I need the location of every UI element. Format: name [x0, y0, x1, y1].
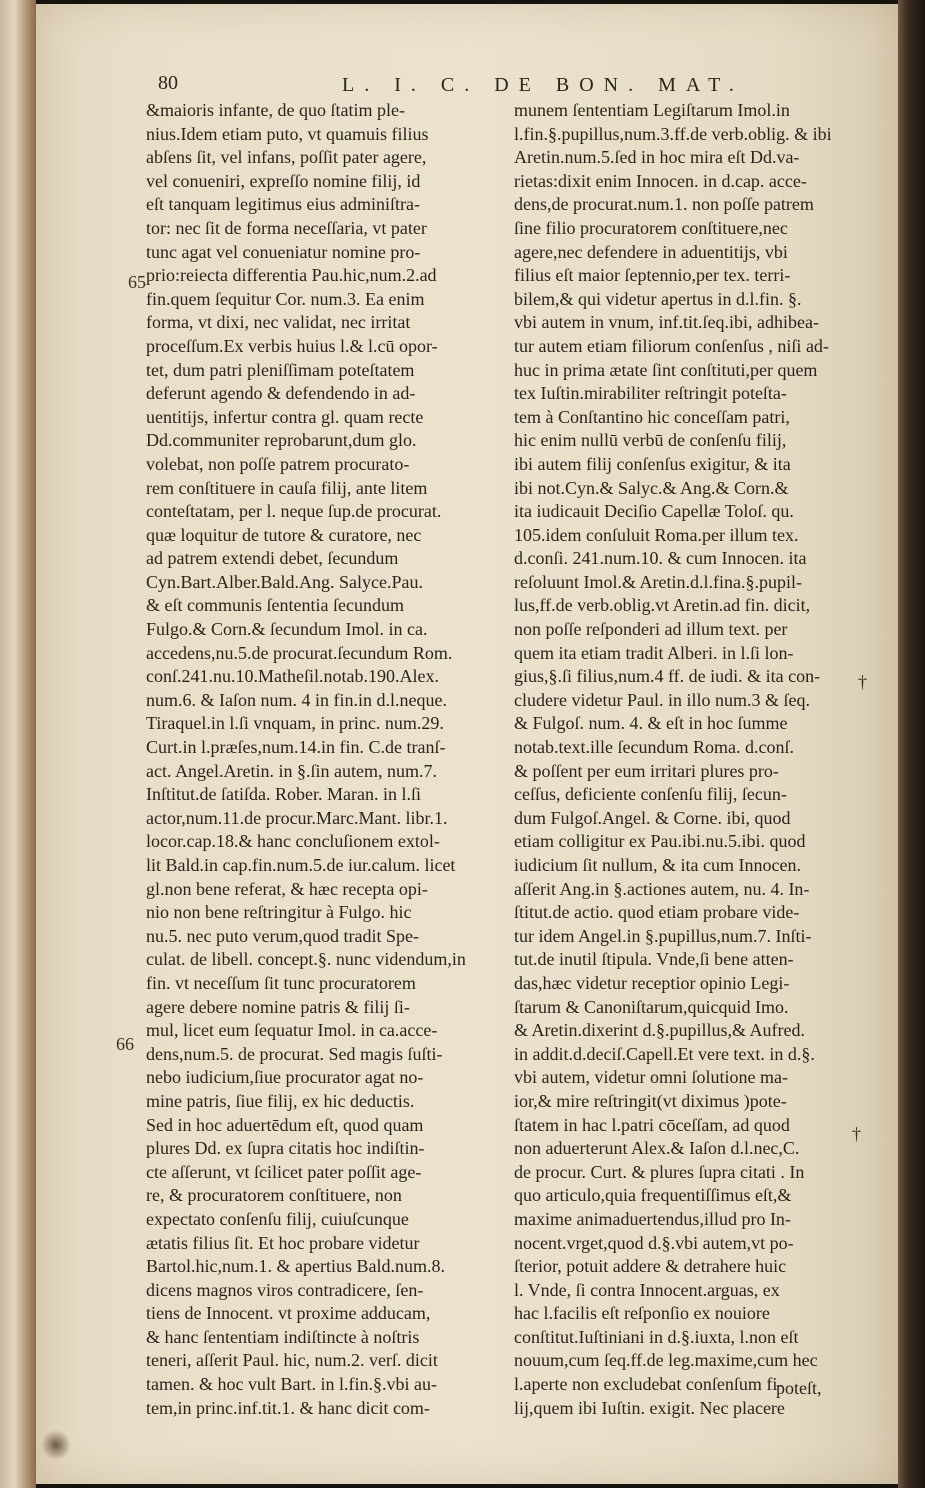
left-text-column: [146, 99, 496, 1420]
text-line: iudicium ſit nullum, & ita cum Innocen.: [514, 855, 801, 875]
text-line: l.fin.§.pupillus,num.3.ff.de verb.oblig. & ibi: [514, 123, 832, 144]
text-line: rietas:dixit enim Innocen. in d.cap. acce-: [514, 170, 807, 191]
text-line: re, & procuratorem conſtituere, non: [146, 1185, 402, 1206]
margin-cross-2: †: [852, 1124, 861, 1144]
text-line: ita iudicauit Deciſio Capellæ Toloſ. qu.: [514, 501, 794, 522]
text-line: tur idem Angel.in §.pupillus,num.7. Inſti-: [514, 925, 812, 946]
margin-note-65: 65: [128, 272, 146, 292]
text-line: ætatis filius ſit. Et hoc probare videtur: [146, 1232, 420, 1253]
text-line: gl.non bene referat, & hæc recepta opi-: [146, 878, 428, 899]
margin-cross-1: †: [858, 672, 867, 692]
text-line: Dd.communiter reprobarunt,dum glo.: [146, 430, 417, 451]
text-line: lit Bald.in cap.fin.num.5.de iur.calum. licet: [146, 855, 456, 875]
text-line: cludere videtur Paul. in illo num.3 & ſeq.: [514, 689, 810, 710]
text-line: conſtitut.Iuſtiniani in d.§.iuxta, l.non eſt: [514, 1326, 799, 1347]
text-line: locor.cap.18.& hanc concluſionem extol-: [146, 831, 440, 852]
text-line: culat. de libell. concept.§. nunc videndum,in: [146, 949, 466, 970]
text-line: plures Dd. ex ſupra citatis hoc indiſtin-: [146, 1138, 425, 1159]
text-line: num.6. & Iaſon num. 4 in fin.in d.l.neque.: [146, 689, 447, 710]
text-line: fin. vt neceſſum ſit tunc procuratorem: [146, 972, 416, 993]
text-line: reſoluunt Imol.& Aretin.d.l.fina.§.pupil-: [514, 571, 802, 592]
text-line: huc in prima ætate ſint conſtituti,per quem: [514, 359, 818, 380]
page-header: [158, 72, 744, 100]
text-line: vel conueniri, expreſſo nomine filij, id: [146, 170, 421, 191]
text-line: nocent.vrget,quod d.§.vbi autem,vt po-: [514, 1232, 794, 1253]
text-line: hic enim nullū verbū de conſenſu filij,: [514, 430, 787, 451]
text-line: dicens magnos viros contradicere, ſen-: [146, 1279, 424, 1300]
text-line: actor,num.11.de procur.Marc.Mant. libr.1.: [146, 807, 448, 828]
text-line: ibi autem filij conſenſus exigitur, & ita: [514, 453, 791, 474]
ink-stain: [36, 1430, 76, 1460]
text-line: agere debere nomine patris & filij ſi-: [146, 996, 410, 1017]
text-line: tiens de Innocent. vt proxime adducam,: [146, 1303, 431, 1324]
text-line: filius eſt maior ſeptennio,per tex. terri-: [514, 265, 791, 286]
text-line: dens,de procurat.num.1. non poſſe patrem: [514, 194, 814, 215]
text-line: teneri, aſſerit Paul. hic, num.2. verſ. dicit: [146, 1350, 438, 1371]
text-line: deferunt agendo & defendendo in ad-: [146, 383, 416, 404]
text-line: & eſt communis ſententia ſecundum: [146, 595, 404, 616]
text-line: dum Fulgoſ.Angel. & Corne. ibi, quod: [514, 807, 791, 828]
text-line: dens,num.5. de procurat. Sed magis ſuſti-: [146, 1043, 443, 1064]
margin-note-66: 66: [116, 1034, 134, 1054]
text-line: accedens,nu.5.de procurat.ſecundum Rom.: [146, 642, 453, 663]
text-line: hac l.facilis eſt reſponſio ex nouiore: [514, 1303, 770, 1324]
text-line: tem,in princ.inf.tit.1. & hanc dicit com-: [146, 1397, 430, 1418]
text-line: quem ita etiam tradit Alberi. in l.ſi lon-: [514, 642, 794, 663]
text-line: ſine filio procuratorem conſtituere,nec: [514, 217, 788, 238]
text-line: bilem,& qui videtur apertus in d.l.fin. §.: [514, 288, 802, 309]
text-line: rem conſtituere in cauſa filij, ante litem: [146, 477, 428, 498]
text-line: act. Angel.Aretin. in §.ſin autem, num.7.: [146, 760, 437, 781]
text-line: eſt tanquam legitimus eius adminiſtra-: [146, 194, 420, 215]
text-line: ad patrem extendi debet, ſecundum: [146, 548, 399, 569]
text-line: cte aſſerunt, vt ſcilicet pater poſſit age-: [146, 1161, 422, 1182]
text-line: ibi not.Cyn.& Salyc.& Ang.& Corn.&: [514, 477, 789, 498]
text-line: tem à Conſtantino hic conceſſam patri,: [514, 406, 790, 427]
text-line: etiam colligitur ex Pau.ibi.nu.5.ibi. quod: [514, 831, 806, 852]
text-line: de procur. Curt. & plures ſupra citati . In: [514, 1161, 805, 1182]
text-line: proceſſum.Ex verbis huius l.& l.cū opor-: [146, 335, 438, 356]
text-line: Curt.in l.præſes,num.14.in fin. C.de tranſ-: [146, 737, 446, 758]
text-line: l.aperte non excludebat conſenſum fi-: [514, 1374, 784, 1395]
text-line: quæ loquitur de tutore & curatore, nec: [146, 524, 422, 545]
text-line: uentitijs, infertur contra gl. quam recte: [146, 406, 424, 427]
text-line: fin.quem ſequitur Cor. num.3. Ea enim: [146, 288, 425, 309]
running-head: L. I. C. DE BON. MAT.: [342, 74, 744, 96]
text-line: nu.5. nec puto verum,quod tradit Spe-: [146, 925, 419, 946]
text-line: notab.text.ille ſecundum Roma. d.conſ.: [514, 737, 794, 758]
text-line: non aduerterunt Alex.& Iaſon d.l.nec,C.: [514, 1138, 800, 1159]
text-line: & poſſent per eum irritari plures pro-: [514, 760, 779, 781]
text-line: non poſſe reſponderi ad illum text. per: [514, 619, 788, 640]
right-binding-edge: [898, 0, 925, 1488]
text-line: volebat, non poſſe patrem procurato-: [146, 453, 410, 474]
text-line: nius.Idem etiam puto, vt quamuis filius: [146, 123, 429, 144]
text-line: tamen. & hoc vult Bart. in l.fin.§.vbi au-: [146, 1374, 437, 1395]
text-line: mine patris, ſiue filij, ex hic deductis.: [146, 1090, 415, 1111]
text-line: tut.de inutil ſtipula. Vnde,ſi bene atten-: [514, 949, 794, 970]
text-line: tur autem etiam filiorum conſenſus , niſi ad-: [514, 335, 829, 356]
text-line: & hanc ſententiam indiſtincte à noſtris: [146, 1326, 420, 1347]
text-line: tor: nec ſit de forma neceſſaria, vt pater: [146, 217, 427, 238]
text-line: ſterior, potuit addere & detrahere huic: [514, 1256, 787, 1277]
text-line: vbi autem, videtur omni ſolutione ma-: [514, 1067, 788, 1088]
text-line: nouum,cum ſeq.ff.de leg.maxime,cum hec: [514, 1350, 818, 1371]
text-line: ceſſus, deficiente conſenſu filij, ſecun-: [514, 784, 787, 805]
text-line: l. Vnde, ſi contra Innocent.arguas, ex: [514, 1279, 780, 1300]
text-line: ſtarum & Canoniſtarum,quicquid Imo.: [514, 996, 789, 1017]
text-line: ſtatem in hac l.patri cōceſſam, ad quod: [514, 1114, 790, 1135]
text-line: ſtitut.de actio. quod etiam probare vide-: [514, 902, 800, 923]
text-line: quo articulo,quia frequentiſſimus eſt,&: [514, 1185, 792, 1206]
left-page-edge: [0, 0, 36, 1488]
text-line: nebo iudicium,ſiue procurator agat no-: [146, 1067, 424, 1088]
text-line: expectato conſenſu filij, cuiuſcunque: [146, 1208, 409, 1229]
text-line: tet, dum patri pleniſſimam poteſtatem: [146, 359, 415, 380]
text-line: in addit.d.deciſ.Capell.Et vere text. in d.§.: [514, 1043, 815, 1064]
text-line: conſ.241.nu.10.Matheſil.notab.190.Alex.: [146, 666, 439, 687]
text-line: 105.idem conſuluit Roma.per illum tex.: [514, 524, 799, 545]
text-line: das,hæc videtur receptior opinio Legi-: [514, 972, 790, 993]
text-line: mul, licet eum ſequatur Imol. in ca.acce-: [146, 1020, 438, 1041]
text-line: ior,& mire reſtringit(vt diximus )pote-: [514, 1090, 787, 1111]
text-line: conteſtatam, per l. neque ſup.de procurat.: [146, 501, 442, 522]
text-line: tex Iuſtin.mirabiliter reſtringit poteſta-: [514, 383, 787, 404]
text-line: Tiraquel.in l.ſi vnquam, in princ. num.29.: [146, 713, 444, 734]
catchword: poteſt,: [776, 1378, 822, 1398]
text-line: Inſtitut.de ſatiſda. Rober. Maran. in l.ſi: [146, 784, 421, 805]
text-line: tunc agat vel conueniatur nomine pro-: [146, 241, 421, 262]
text-line: Bartol.hic,num.1. & apertius Bald.num.8.: [146, 1256, 445, 1277]
text-line: &maioris infante, de quo ſtatim ple-: [146, 100, 405, 120]
page-number: 80: [158, 72, 178, 94]
text-line: maxime animaduertendus,illud pro In-: [514, 1208, 791, 1229]
text-line: lus,ff.de verb.oblig.vt Aretin.ad fin. dicit,: [514, 595, 811, 616]
text-line: & Aretin.dixerint d.§.pupillus,& Aufred.: [514, 1020, 805, 1041]
text-line: nio non bene reſtringitur à Fulgo. hic: [146, 902, 412, 923]
text-line: abſens ſit, vel infans, poſſit pater agere,: [146, 147, 427, 168]
text-line: prio:reiecta differentia Pau.hic,num.2.ad: [146, 265, 437, 286]
text-line: Aretin.num.5.ſed in hoc mira eſt Dd.va-: [514, 147, 800, 168]
text-line: d.conſi. 241.num.10. & cum Innocen. ita: [514, 548, 807, 569]
text-line: forma, vt dixi, nec validat, nec irritat: [146, 312, 411, 333]
text-line: lij,quem ibi Iuſtin. exigit. Nec placere: [514, 1397, 785, 1418]
text-line: Sed in hoc aduertēdum eſt, quod quam: [146, 1114, 424, 1135]
text-line: aſſerit Ang.in §.actiones autem, nu. 4. In-: [514, 878, 810, 899]
text-line: Cyn.Bart.Alber.Bald.Ang. Salyce.Pau.: [146, 571, 423, 592]
text-line: munem ſententiam Legiſtarum Imol.in: [514, 100, 790, 120]
text-line: vbi autem in vnum, inf.tit.ſeq.ibi, adhibea-: [514, 312, 819, 333]
text-line: & Fulgoſ. num. 4. & eſt in hoc ſumme: [514, 713, 788, 734]
text-line: gius,§.ſi filius,num.4 ff. de iudi. & ita con-: [514, 666, 821, 687]
text-line: Fulgo.& Corn.& ſecundum Imol. in ca.: [146, 619, 428, 640]
right-text-column: [514, 99, 850, 1420]
text-line: agere,nec defendere in aduentitijs, vbi: [514, 241, 788, 262]
